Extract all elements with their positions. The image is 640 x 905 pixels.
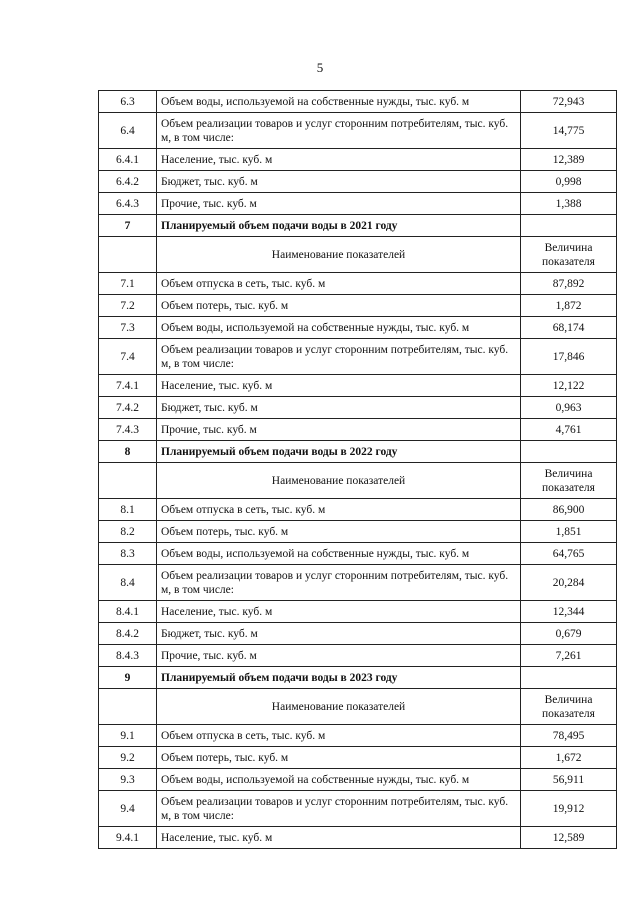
row-indicator-name: Объем воды, используемой на собственные нужды, тыс. куб. м	[157, 91, 521, 113]
row-indicator-value: 12,389	[521, 149, 617, 171]
table-row	[99, 747, 617, 769]
table-row	[99, 113, 617, 149]
header-empty-cell	[99, 689, 157, 725]
row-number: 8.2	[99, 521, 157, 543]
row-number: 6.4.1	[99, 149, 157, 171]
table-row	[99, 521, 617, 543]
table-row	[99, 273, 617, 295]
table-row	[99, 91, 617, 113]
row-indicator-value: 1,872	[521, 295, 617, 317]
row-indicator-name: Объем отпуска в сеть, тыс. куб. м	[157, 499, 521, 521]
row-indicator-value: 17,846	[521, 339, 617, 375]
section-number: 7	[99, 215, 157, 237]
row-indicator-name: Население, тыс. куб. м	[157, 827, 521, 849]
row-indicator-value: 14,775	[521, 113, 617, 149]
row-number: 8.4	[99, 565, 157, 601]
row-indicator-value: 4,761	[521, 419, 617, 441]
indicators-table	[98, 90, 617, 849]
table-row	[99, 499, 617, 521]
table-row	[99, 827, 617, 849]
row-number: 7.3	[99, 317, 157, 339]
row-number: 6.3	[99, 91, 157, 113]
row-number: 9.2	[99, 747, 157, 769]
row-indicator-name: Прочие, тыс. куб. м	[157, 645, 521, 667]
section-empty-cell	[521, 441, 617, 463]
row-indicator-value: 12,589	[521, 827, 617, 849]
row-indicator-name: Объем воды, используемой на собственные нужды, тыс. куб. м	[157, 317, 521, 339]
table-row	[99, 543, 617, 565]
section-number: 9	[99, 667, 157, 689]
header-empty-cell	[99, 463, 157, 499]
row-indicator-name: Объем отпуска в сеть, тыс. куб. м	[157, 725, 521, 747]
row-indicator-value: 64,765	[521, 543, 617, 565]
row-number: 6.4	[99, 113, 157, 149]
row-indicator-name: Объем потерь, тыс. куб. м	[157, 295, 521, 317]
row-indicator-value: 20,284	[521, 565, 617, 601]
row-indicator-value: 12,122	[521, 375, 617, 397]
section-row	[99, 667, 617, 689]
row-indicator-value: 19,912	[521, 791, 617, 827]
header-indicator-value: Величина показателя	[521, 689, 617, 725]
section-title: Планируемый объем подачи воды в 2022 году	[157, 441, 521, 463]
row-indicator-value: 86,900	[521, 499, 617, 521]
header-indicator-name: Наименование показателей	[157, 689, 521, 725]
table-row	[99, 419, 617, 441]
row-indicator-name: Объем реализации товаров и услуг сторонним потребителям, тыс. куб. м, в том числе:	[157, 113, 521, 149]
row-indicator-name: Население, тыс. куб. м	[157, 149, 521, 171]
row-number: 7.4.2	[99, 397, 157, 419]
row-indicator-name: Население, тыс. куб. м	[157, 601, 521, 623]
row-indicator-value: 56,911	[521, 769, 617, 791]
table-row	[99, 317, 617, 339]
row-number: 7.1	[99, 273, 157, 295]
page-number: 5	[316, 60, 324, 75]
section-empty-cell	[521, 215, 617, 237]
header-empty-cell	[99, 237, 157, 273]
header-indicator-value: Величина показателя	[521, 237, 617, 273]
row-number: 9.4	[99, 791, 157, 827]
column-header-row	[99, 689, 617, 725]
row-indicator-name: Бюджет, тыс. куб. м	[157, 171, 521, 193]
row-number: 9.1	[99, 725, 157, 747]
table-row	[99, 769, 617, 791]
row-indicator-name: Объем реализации товаров и услуг сторонним потребителям, тыс. куб. м, в том числе:	[157, 565, 521, 601]
row-indicator-name: Прочие, тыс. куб. м	[157, 419, 521, 441]
column-header-row	[99, 237, 617, 273]
row-number: 7.4	[99, 339, 157, 375]
table-row	[99, 725, 617, 747]
table-row	[99, 339, 617, 375]
row-indicator-name: Бюджет, тыс. куб. м	[157, 623, 521, 645]
table-row	[99, 149, 617, 171]
row-indicator-value: 78,495	[521, 725, 617, 747]
section-title: Планируемый объем подачи воды в 2021 году	[157, 215, 521, 237]
table-row	[99, 623, 617, 645]
section-title: Планируемый объем подачи воды в 2023 году	[157, 667, 521, 689]
row-indicator-name: Прочие, тыс. куб. м	[157, 193, 521, 215]
indicators-table-body	[99, 91, 617, 849]
row-number: 6.4.2	[99, 171, 157, 193]
table-row	[99, 565, 617, 601]
section-empty-cell	[521, 667, 617, 689]
section-number: 8	[99, 441, 157, 463]
table-row	[99, 193, 617, 215]
row-indicator-name: Объем потерь, тыс. куб. м	[157, 521, 521, 543]
row-indicator-value: 12,344	[521, 601, 617, 623]
row-number: 8.3	[99, 543, 157, 565]
row-indicator-value: 1,388	[521, 193, 617, 215]
row-indicator-name: Объем потерь, тыс. куб. м	[157, 747, 521, 769]
row-indicator-value: 0,679	[521, 623, 617, 645]
row-indicator-name: Объем отпуска в сеть, тыс. куб. м	[157, 273, 521, 295]
row-indicator-value: 87,892	[521, 273, 617, 295]
row-indicator-name: Объем воды, используемой на собственные нужды, тыс. куб. м	[157, 543, 521, 565]
table-row	[99, 375, 617, 397]
column-header-row	[99, 463, 617, 499]
row-indicator-value: 7,261	[521, 645, 617, 667]
row-number: 9.4.1	[99, 827, 157, 849]
row-indicator-value: 1,851	[521, 521, 617, 543]
table-row	[99, 601, 617, 623]
header-indicator-name: Наименование показателей	[157, 463, 521, 499]
row-number: 9.3	[99, 769, 157, 791]
row-indicator-value: 68,174	[521, 317, 617, 339]
row-number: 8.1	[99, 499, 157, 521]
section-row	[99, 441, 617, 463]
row-indicator-value: 0,998	[521, 171, 617, 193]
row-indicator-name: Бюджет, тыс. куб. м	[157, 397, 521, 419]
header-indicator-value: Величина показателя	[521, 463, 617, 499]
table-row	[99, 791, 617, 827]
row-number: 8.4.2	[99, 623, 157, 645]
row-number: 6.4.3	[99, 193, 157, 215]
row-indicator-value: 0,963	[521, 397, 617, 419]
row-number: 8.4.3	[99, 645, 157, 667]
row-indicator-value: 1,672	[521, 747, 617, 769]
row-indicator-name: Население, тыс. куб. м	[157, 375, 521, 397]
row-number: 7.2	[99, 295, 157, 317]
section-row	[99, 215, 617, 237]
row-indicator-value: 72,943	[521, 91, 617, 113]
table-row	[99, 295, 617, 317]
table-row	[99, 397, 617, 419]
row-number: 7.4.1	[99, 375, 157, 397]
table-row	[99, 645, 617, 667]
table-row	[99, 171, 617, 193]
row-indicator-name: Объем реализации товаров и услуг сторонним потребителям, тыс. куб. м, в том числе:	[157, 339, 521, 375]
row-indicator-name: Объем реализации товаров и услуг сторонним потребителям, тыс. куб. м, в том числе:	[157, 791, 521, 827]
row-indicator-name: Объем воды, используемой на собственные нужды, тыс. куб. м	[157, 769, 521, 791]
row-number: 8.4.1	[99, 601, 157, 623]
header-indicator-name: Наименование показателей	[157, 237, 521, 273]
row-number: 7.4.3	[99, 419, 157, 441]
